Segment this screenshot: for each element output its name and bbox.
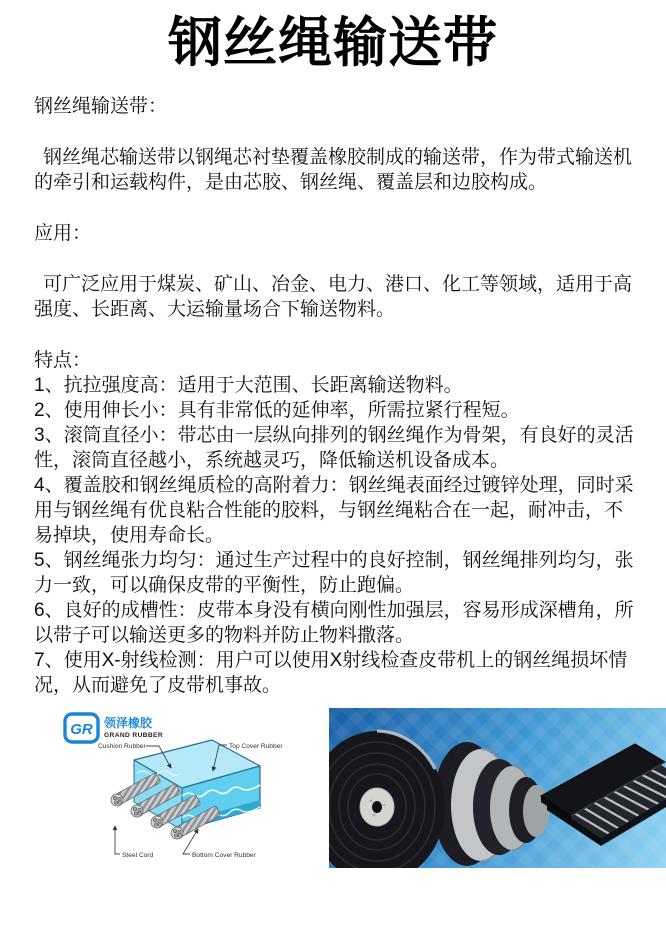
belt-rolls-svg xyxy=(329,708,666,868)
document-page xyxy=(0,12,666,942)
roll-center-hole xyxy=(372,801,382,813)
feature-item: 7、使用X-射线检测：用户可以使用X射线检查皮带机上的钢丝绳损坏情况，从而避免了皮带机事故。 xyxy=(34,650,628,697)
intro-label: 钢丝绳输送带： xyxy=(34,96,168,118)
belt-rolls-photo xyxy=(329,708,666,868)
feature-item: 5、钢丝绳张力均匀：通过生产过程中的良好控制，钢丝绳排列均匀，张力一致，可以确保皮带的平衡性，防止跑偏。 xyxy=(34,550,634,597)
belt-structure-svg xyxy=(62,710,292,866)
feature-item: 3、滚筒直径小：带芯由一层纵向排列的钢丝绳作为骨架，有良好的灵活性，滚筒直径越小，系统越灵巧，降低输送机设备成本。 xyxy=(34,425,634,472)
top-cover-rubber-label: Top Cover Rubber xyxy=(229,743,283,751)
feature-item: 2、使用伸长小：具有非常低的延伸率，所需拉紧行程短。 xyxy=(34,400,520,422)
document-body xyxy=(0,94,666,874)
features-list xyxy=(34,373,640,698)
feature-item: 4、覆盖胶和钢丝绳质检的高附着力：钢丝绳表面经过镀锌处理，同时采用与钢丝绳有优良粘合性能的胶料，与钢丝绳粘合在一起，耐冲击，不易掉块，使用寿命长。 xyxy=(34,475,634,547)
logo-company-cn: 领泽橡胶 xyxy=(104,716,153,731)
feature-item: 1、抗拉强度高：适用于大范围、长距离输送物料。 xyxy=(34,375,463,397)
secondary-rolls xyxy=(433,742,549,866)
steel-cord-label: Steel Cord xyxy=(122,852,154,860)
belt-structure-diagram xyxy=(62,710,292,866)
application-paragraph: 可广泛应用于煤炭、矿山、冶金、电力、港口、化工等领域，适用于高强度、长距离、大运输量场合下输送物料。 xyxy=(34,274,633,321)
belt-sample xyxy=(533,736,666,862)
cushion-rubber-label: Cushion Rubber xyxy=(98,743,146,751)
main-belt-roll xyxy=(329,731,445,868)
figures-row xyxy=(34,708,640,874)
logo-monogram: GR xyxy=(70,721,93,739)
feature-item: 6、良好的成槽性：皮带本身没有横向刚性加强层，容易形成深槽角，所以带子可以输送更多的物料并防止物料撒落。 xyxy=(34,600,634,647)
application-label: 应用： xyxy=(34,223,92,245)
intro-paragraph: 钢丝绳芯输送带以钢绳芯衬垫覆盖橡胶制成的输送带，作为带式输送机的牵引和运载构件，是由芯胶、钢丝绳、覆盖层和边胶构成。 xyxy=(34,147,633,194)
page-title: 钢丝绳输送带 xyxy=(168,13,498,73)
grand-rubber-logo xyxy=(65,714,163,742)
bottom-cover-rubber-label: Bottom Cover Rubber xyxy=(192,852,256,860)
features-label: 特点： xyxy=(34,350,92,372)
logo-company-en: GRAND RUBBER xyxy=(104,732,164,740)
